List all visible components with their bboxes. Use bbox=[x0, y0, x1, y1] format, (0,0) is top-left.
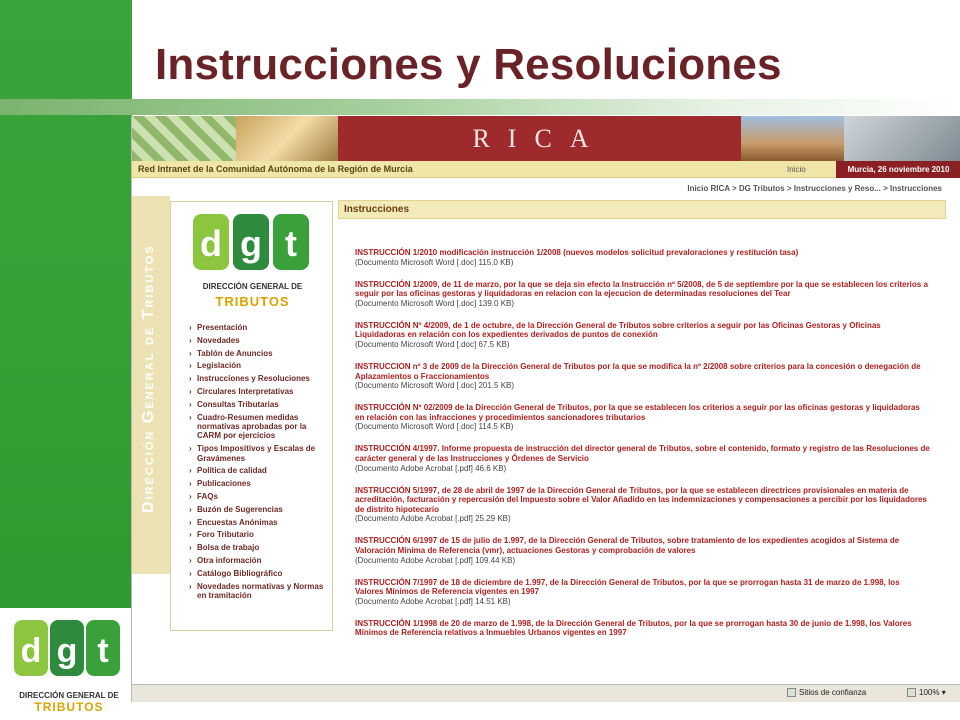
list-item bbox=[355, 362, 930, 391]
list-item bbox=[355, 321, 930, 350]
sidebar-item-instrucciones[interactable]: › Instrucciones y Resoluciones bbox=[189, 374, 329, 383]
instruction-link[interactable]: INSTRUCCIÓN Nº 4/2009, de 1 de octubre, de la Dirección General de Tributos sobre criterios a seguir por las Oficinas Gestoras y Oficinas Liquidadoras en relación con los expedientes derivados de puntos de conexión bbox=[355, 320, 881, 340]
svg-text:d: d bbox=[200, 223, 222, 264]
banner-city-image bbox=[741, 116, 844, 161]
zoom-label: 100% bbox=[919, 688, 940, 697]
sidebar-item-presentacion[interactable]: › Presentación bbox=[189, 323, 329, 332]
instruction-link[interactable]: INSTRUCCIÓN 1/2009, de 11 de marzo, por la que se deja sin efecto la Instrucción nº 5/2008, de 5 de septiembre por la que se establecen los criterios a seguir por las oficinas gestoras y liquidadoras en relacion con la ejecucion de determinadas resoluciones del Tear bbox=[355, 279, 928, 299]
sidebar-item-novedades[interactable]: › Novedades bbox=[189, 336, 329, 345]
sidebar-item-faqs[interactable]: › FAQs bbox=[189, 492, 329, 501]
banner-brand: RICA bbox=[338, 116, 741, 161]
sidebar-logo-line1: DIRECCIÓN GENERAL DE bbox=[202, 282, 303, 291]
list-item bbox=[355, 619, 930, 638]
svg-text:d: d bbox=[20, 632, 42, 670]
document-meta: (Documento Microsoft Word [.doc] 114.5 KB) bbox=[355, 422, 514, 432]
vertical-title: Dirección General de Tributos bbox=[140, 244, 157, 514]
document-meta: (Documento Microsoft Word [.doc] 201.5 KB) bbox=[355, 381, 515, 391]
instruction-link[interactable]: INSTRUCCIÓN Nº 02/2009 de la Dirección General de Tributos, por la que se establecen los criterios a seguir por las oficinas gestoras y liquidadoras en relación con las infracciones y procedimientos sancionadores tributarios bbox=[355, 403, 920, 422]
document-meta: (Documento Adobe Acrobat [.pdf] 109.44 KB) bbox=[355, 555, 516, 565]
svg-text:t: t bbox=[97, 632, 109, 670]
sidebar-item-consultas[interactable]: › Consultas Tributarias bbox=[189, 400, 329, 409]
sidebar-item-calidad[interactable]: › Política de calidad bbox=[189, 466, 329, 475]
document-meta: (Documento Adobe Acrobat [.pdf] 14.51 KB) bbox=[355, 596, 511, 606]
list-item bbox=[355, 248, 930, 268]
site-banner bbox=[132, 116, 960, 161]
sidebar-item-bolsa[interactable]: › Bolsa de trabajo bbox=[189, 543, 329, 552]
sidebar-logo bbox=[193, 212, 311, 279]
banner-mouse-image bbox=[844, 116, 960, 161]
instruction-link[interactable]: INSTRUCCIÓN 1/1998 de 20 de marzo de 1.998, de la Dirección General de Tributos, por la que se prorrogan hasta 30 de junio de 1.998, los Valores Mínimos de Referencia relativos a Inmuebles Urbanos vigentes en 1997 bbox=[355, 618, 912, 638]
list-item bbox=[355, 444, 930, 473]
sidebar-item-buzon[interactable]: › Buzón de Sugerencias bbox=[189, 505, 329, 514]
intranet-band bbox=[132, 161, 960, 178]
sidebar-item-legislacion[interactable]: › Legislación bbox=[189, 361, 329, 370]
sidebar-item-novedades-normativas[interactable]: › Novedades normativas y Normas en tramitación bbox=[189, 582, 329, 601]
sidebar-logo-line2: TRIBUTOS bbox=[215, 294, 290, 309]
green-sidebar-bar bbox=[0, 0, 132, 608]
inicio-link[interactable]: Inicio bbox=[787, 164, 806, 174]
sidebar-item-catalogo[interactable]: › Catálogo Bibliográfico bbox=[189, 569, 329, 578]
slide-title: Instrucciones y Resoluciones bbox=[155, 40, 782, 89]
document-meta: (Documento Adobe Acrobat [.pdf] 46.6 KB) bbox=[355, 463, 507, 473]
sidebar-item-tipos[interactable]: › Tipos Impositivos y Escalas de Gravámenes bbox=[189, 444, 329, 463]
instruction-list bbox=[355, 248, 930, 650]
browser-screenshot bbox=[131, 116, 960, 702]
sidebar-item-cuadro-resumen[interactable]: › Cuadro-Resumen medidas normativas aprobadas por la CARM por ejercicios bbox=[189, 413, 329, 441]
list-item bbox=[355, 486, 930, 525]
banner-document-image bbox=[236, 116, 338, 161]
dgt-sidebar-logo-icon bbox=[193, 212, 311, 274]
list-item bbox=[355, 280, 930, 309]
instruction-link[interactable]: INSTRUCCIÓN 4/1997. Informe propuesta de instrucción del director general de Tributos, sobre el contenido, formato y registro de las Resoluciones de carácter general y de las Instrucciones y Órdenes de Servicio bbox=[355, 444, 930, 463]
dgt-logo-icon bbox=[14, 620, 124, 680]
list-item bbox=[355, 578, 930, 607]
sidebar-item-circulares[interactable]: › Circulares Interpretativas bbox=[189, 387, 329, 396]
sidebar-item-publicaciones[interactable]: › Publicaciones bbox=[189, 479, 329, 488]
trusted-sites-label: Sitios de confianza bbox=[799, 688, 867, 697]
intranet-label: Red Intranet de la Comunidad Autónoma de la Región de Murcia bbox=[138, 164, 413, 174]
instruction-link[interactable]: INSTRUCCIÓN 1/2010 modificación instrucción 1/2008 (nuevos modelos solicitud prevaloraciones y restitución tasa) bbox=[355, 248, 799, 257]
trusted-sites-zone[interactable] bbox=[787, 688, 866, 697]
content-heading: Instrucciones bbox=[338, 200, 946, 219]
zoom-icon bbox=[907, 688, 916, 697]
instruction-link[interactable]: INSTRUCCION nº 3 de 2009 de la Dirección General de Tributos por la que se modifica la nº 2/2008 sobre criterios para la concesión o denegación de Aplazamientos o Fraccionamientos bbox=[355, 361, 921, 381]
browser-status-bar bbox=[132, 684, 960, 702]
sidebar-menu bbox=[189, 323, 329, 604]
zoom-control[interactable]: 100% ▾ bbox=[907, 688, 946, 697]
logo-caption-line1: DIRECCIÓN GENERAL DE bbox=[19, 691, 119, 700]
list-item bbox=[355, 536, 930, 565]
svg-text:t: t bbox=[285, 223, 297, 264]
list-item bbox=[355, 403, 930, 432]
logo-caption-line2: TRIBUTOS bbox=[34, 700, 104, 714]
svg-text:g: g bbox=[240, 223, 262, 264]
date-label: Murcia, 26 noviembre 2010 bbox=[836, 161, 960, 178]
instruction-link[interactable]: INSTRUCCIÓN 6/1997 de 15 de julio de 1.997, de la Dirección General de Tributos, sobre tratamiento de los expedientes acogidos al Sistema de Valoración Mínima de Referencia (vmr), actuaciones Gestoras y comprobación de valores bbox=[355, 536, 900, 555]
document-meta: (Documento Microsoft Word [.doc] 139.0 KB) bbox=[355, 298, 515, 308]
dgt-logo bbox=[14, 620, 124, 715]
sidebar-item-foro[interactable]: › Foro Tributario bbox=[189, 530, 329, 539]
document-meta: (Documento Microsoft Word [.doc] 67.5 KB) bbox=[355, 339, 510, 349]
sidebar-item-otra[interactable]: › Otra información bbox=[189, 556, 329, 565]
instruction-link[interactable]: INSTRUCCIÓN 5/1997, de 28 de abril de 1997 de la Dirección General de Tributos, por la que se establecen directrices provisionales en materia de acreditación, facturación y repercusión del Impuesto sobre el Valor Añadido en las indemnizaciones y compensaciones a percibir por los liquidadores de distrito hipotecario bbox=[355, 485, 927, 514]
document-meta: (Documento Adobe Acrobat [.pdf] 25.29 KB) bbox=[355, 514, 511, 524]
trusted-sites-icon bbox=[787, 688, 796, 697]
sidebar-item-encuestas[interactable]: › Encuestas Anónimas bbox=[189, 518, 329, 527]
main-content bbox=[338, 200, 946, 700]
sidebar-item-tablon[interactable]: › Tablón de Anuncios bbox=[189, 349, 329, 358]
breadcrumb[interactable]: Inicio RICA > DG Tributos > Instrucciones y Reso... > Instrucciones bbox=[687, 184, 942, 193]
sidebar bbox=[170, 201, 333, 631]
svg-text:g: g bbox=[56, 632, 78, 670]
document-meta: (Documento Microsoft Word [.doc] 115.0 KB) bbox=[355, 257, 514, 267]
banner-puzzle-image bbox=[132, 116, 236, 161]
title-divider bbox=[0, 99, 960, 115]
instruction-link[interactable]: INSTRUCCIÓN 7/1997 de 18 de diciembre de 1.997, de la Dirección General de Tributos, por la que se prorrogan hasta 31 de marzo de 1.998, los Valores Mínimos de Referencia vigentes en 1997 bbox=[355, 577, 900, 597]
